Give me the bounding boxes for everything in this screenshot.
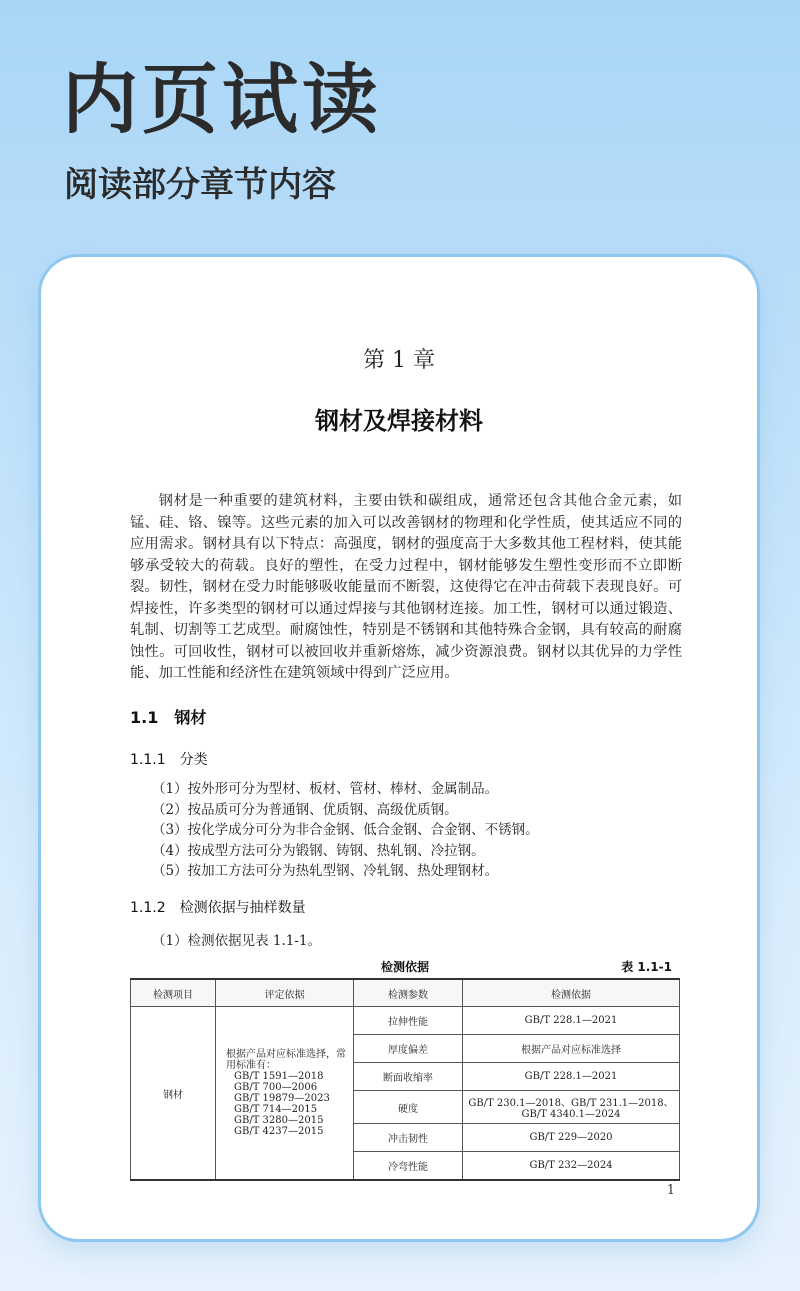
table-cell-standard: GB/T 228.1—2021 bbox=[463, 1063, 680, 1091]
table-cell-param: 冲击韧性 bbox=[354, 1124, 463, 1152]
list-item: （3）按化学成分可分为非合金钢、低合金钢、合金钢、不锈钢。 bbox=[152, 822, 539, 839]
inspection-basis-table bbox=[130, 978, 680, 1181]
basis-standard: GB/T 19879—2023 bbox=[234, 1093, 330, 1104]
basis-intro: 根据产品对应标准选择，常用标准有： bbox=[226, 1049, 346, 1071]
table-title: 检测依据 bbox=[381, 960, 430, 974]
chapter-title: 钢材及焊接材料 bbox=[315, 406, 483, 435]
hero-title: 内页试读 bbox=[62, 55, 382, 144]
table-cell-param: 拉伸性能 bbox=[354, 1007, 463, 1035]
chapter-number: 第 1 章 bbox=[363, 348, 435, 373]
table-cell-param: 冷弯性能 bbox=[354, 1152, 463, 1181]
table-header-row bbox=[131, 979, 680, 1007]
basis-standard: GB/T 714—2015 bbox=[234, 1104, 318, 1115]
basis-standard: GB/T 3280—2015 bbox=[234, 1115, 324, 1126]
basis-standard: GB/T 700—2006 bbox=[234, 1082, 318, 1093]
table-number: 表 1.1-1 bbox=[621, 960, 672, 974]
list-item: （5）按加工方法可分为热轧型钢、冷轧钢、热处理钢材。 bbox=[152, 863, 499, 880]
basis-standard: GB/T 4237—2015 bbox=[234, 1126, 324, 1137]
basis-standard: GB/T 1591—2018 bbox=[234, 1071, 324, 1082]
table-cell-standard: GB/T 232—2024 bbox=[463, 1152, 680, 1181]
table-header-cell: 检测参数 bbox=[354, 979, 463, 1007]
table-cell-standard: GB/T 228.1—2021 bbox=[463, 1007, 680, 1035]
table-cell-param: 硬度 bbox=[354, 1091, 463, 1124]
table-header-cell: 检测依据 bbox=[463, 979, 680, 1007]
table-cell-standard: 根据产品对应标准选择 bbox=[463, 1035, 680, 1063]
table-reference-text: （1）检测依据见表 1.1-1。 bbox=[152, 933, 322, 949]
hero-subtitle: 阅读部分章节内容 bbox=[64, 165, 336, 205]
section-heading-1-1-2: 1.1.2 检测依据与抽样数量 bbox=[130, 900, 306, 916]
table-cell-param: 厚度偏差 bbox=[354, 1035, 463, 1063]
table-cell-param: 断面收缩率 bbox=[354, 1063, 463, 1091]
list-item: （4）按成型方法可分为锻钢、铸钢、热轧钢、冷拉钢。 bbox=[152, 842, 485, 859]
list-item: （1）按外形可分为型材、板材、管材、棒材、金属制品。 bbox=[152, 781, 499, 797]
table-cell-standard: GB/T 229—2020 bbox=[463, 1124, 680, 1152]
table-row bbox=[131, 1007, 680, 1035]
table-cell-item: 钢材 bbox=[131, 1007, 216, 1181]
list-item: （2）按品质可分为普通钢、优质钢、高级优质钢。 bbox=[152, 801, 458, 818]
page-number: 1 bbox=[666, 1183, 675, 1198]
classification-list bbox=[152, 779, 539, 882]
table-cell-standard: GB/T 230.1—2018、GB/T 231.1—2018、GB/T 4340.1—2024 bbox=[463, 1091, 680, 1124]
book-page-card bbox=[38, 254, 760, 1242]
table-header-cell: 评定依据 bbox=[216, 979, 354, 1007]
section-heading-1-1: 1.1 钢材 bbox=[130, 708, 207, 727]
intro-paragraph: 钢材是一种重要的建筑材料，主要由铁和碳组成，通常还包含其他合金元素，如锰、硅、铬、镍等。这些元素的加入可以改善钢材的物理和化学性质，使其适应不同的应用需求。钢材具有以下特点：高强度，钢材的强度高于大多数其他工程材料，使其能够承受较大的荷载。良好的塑性，在受力过程中，钢材能够发生塑性变形而不立即断裂。韧性，钢材在受力时能够吸收能量而不断裂，这使得它在冲击荷载下表现良好。可焊接性，许多类型的钢材可以通过焊接与其他钢材连接。加工性，钢材可以通过锻造、轧制、切割等工艺成型。耐腐蚀性，特别是不锈钢和其他特殊合金钢，具有较高的耐腐蚀性。可回收性，钢材可以被回收并重新熔炼，减少资源浪费。钢材以其优异的力学性能、加工性能和经济性在建筑领域中得到广泛应用。 bbox=[130, 493, 682, 681]
table-header-cell: 检测项目 bbox=[131, 979, 216, 1007]
table-cell-evaluation-basis bbox=[216, 1007, 354, 1181]
section-heading-1-1-1: 1.1.1 分类 bbox=[130, 752, 208, 768]
